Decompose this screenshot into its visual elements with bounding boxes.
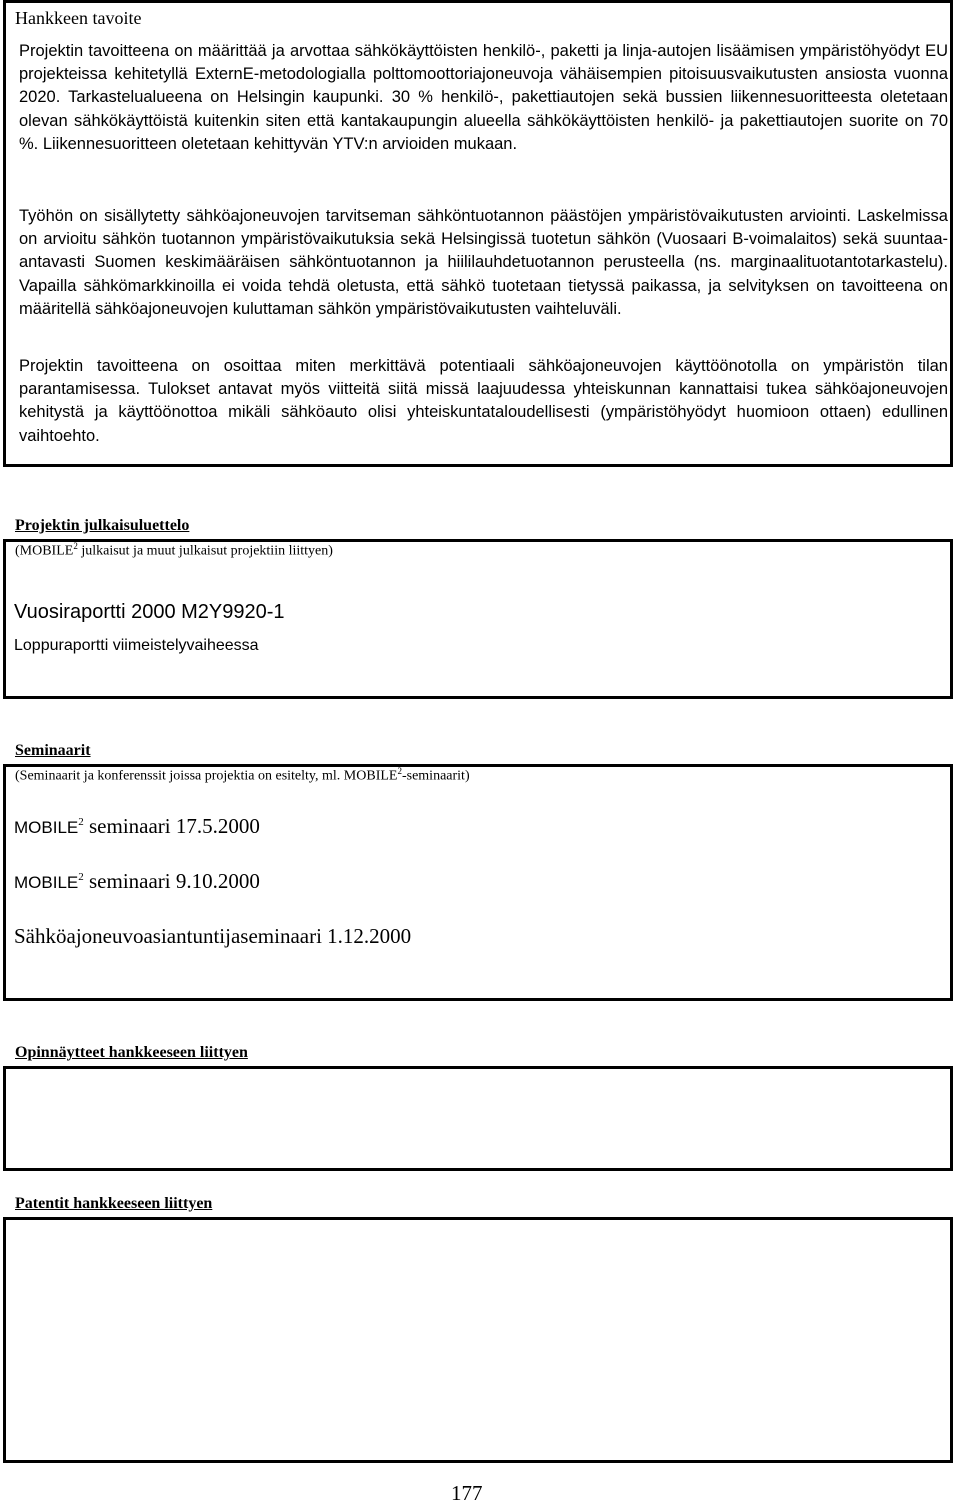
seminar-text: Sähköajoneuvoasiantuntijaseminaari 1.12.2000 (14, 924, 412, 948)
goals-paragraph-2: Työhön on sisällytetty sähköajoneuvojen tarvitseman sähköntuotannon päästöjen ympäristövaikutusten arviointi. Laskelmissa on arvioitu sähkön tuotannon ympäristövaikutuksia sekä Helsingissä tuotetun sähkön (Vuosaari B-voimalaitos) sekä suuntaa-antavasti Suomen keskimääräisen sähköntuotannon ja hiililauhdetuotannon perusteella (ns. marginaalituotantotarkastelu). Vapailla sähkömarkkinoilla ei voida tehdä oletusta, että sähkö tuotetaan tietyssä paikassa, ja selvityksen on tavoitteena on määritellä sähköajoneuvojen kuluttaman sähkön ympäristövaikutusten vaihteluväli. (19, 207, 948, 318)
patents-box (3, 1217, 953, 1463)
seminar-sup: 2 (78, 871, 84, 883)
publications-heading: Projektin julkaisuluettelo (15, 517, 190, 534)
seminars-heading: Seminaarit (15, 742, 91, 759)
publications-note-prefix: (MOBILE (15, 543, 74, 559)
patents-heading: Patentit hankkeeseen liittyen (15, 1195, 213, 1212)
seminar-text: seminaari 9.10.2000 (83, 869, 260, 893)
seminar-item (14, 814, 260, 839)
goals-paragraph-3: Projektin tavoitteena on osoittaa miten merkittävä potentiaali sähköajoneuvojen käyttöönotolla on ympäristön tilan parantamisessa. Tulokset antavat myös viitteitä siitä missä laajuudessa yhteiskunnan kannattaisi tukea sähköajoneuvojen kehitystä ja käyttöönottoa mikäli sähköauto olisi yhteiskuntataloudellisesti (ympäristöhyödyt huomioon ottaen) edullinen vaihtoehto. (19, 357, 948, 445)
seminars-note-prefix: (Seminaarit ja konferenssit joissa projektia on esitelty, ml. MOBILE (15, 768, 398, 784)
seminar-prefix: MOBILE (14, 818, 79, 837)
theses-heading: Opinnäytteet hankkeeseen liittyen (15, 1044, 248, 1061)
page-number: 177 (451, 1481, 483, 1505)
goals-paragraph-1: Projektin tavoitteena on määrittää ja arvottaa sähkökäyttöisten henkilö-, paketti ja linja-autojen lisäämisen ympäristöhyödyt EU projekteissa kehitetyllä ExternE-metodologialla polttomoottoriajoneuvoja vähäisempien pitoisuusvaikutusten ansiosta vuonna 2020. Tarkastelualueena on Helsingin kaupunki. 30 % henkilö-, pakettiautojen sekä bussien liikennesuoritteesta oletetaan olevan sähkökäyttöistä kuitenkin siten että kantakaupungin alueella sähkökäyttöisten henkilö- ja pakettiautojen suorite on 70 %. Liikennesuoritteen oletetaan kehittyvän YTV:n arvioiden mukaan. (19, 42, 948, 153)
seminar-text: seminaari 17.5.2000 (83, 814, 260, 838)
seminars-note-sup: 2 (397, 766, 402, 776)
seminar-item (14, 924, 411, 949)
publication-item: Vuosiraportti 2000 M2Y9920-1 (14, 601, 285, 623)
goals-box (3, 0, 953, 467)
publication-item: Loppuraportti viimeistelyvaiheessa (14, 637, 259, 654)
publications-note-sup: 2 (73, 541, 78, 551)
theses-box (3, 1066, 953, 1171)
seminar-item (14, 869, 260, 894)
seminars-note-suffix: -seminaarit) (401, 768, 470, 784)
seminar-sup: 2 (78, 816, 84, 828)
publications-note-suffix: julkaisut ja muut julkaisut projektiin liittyen) (77, 543, 333, 559)
goals-title: Hankkeen tavoite (15, 8, 142, 28)
seminar-prefix: MOBILE (14, 873, 79, 892)
